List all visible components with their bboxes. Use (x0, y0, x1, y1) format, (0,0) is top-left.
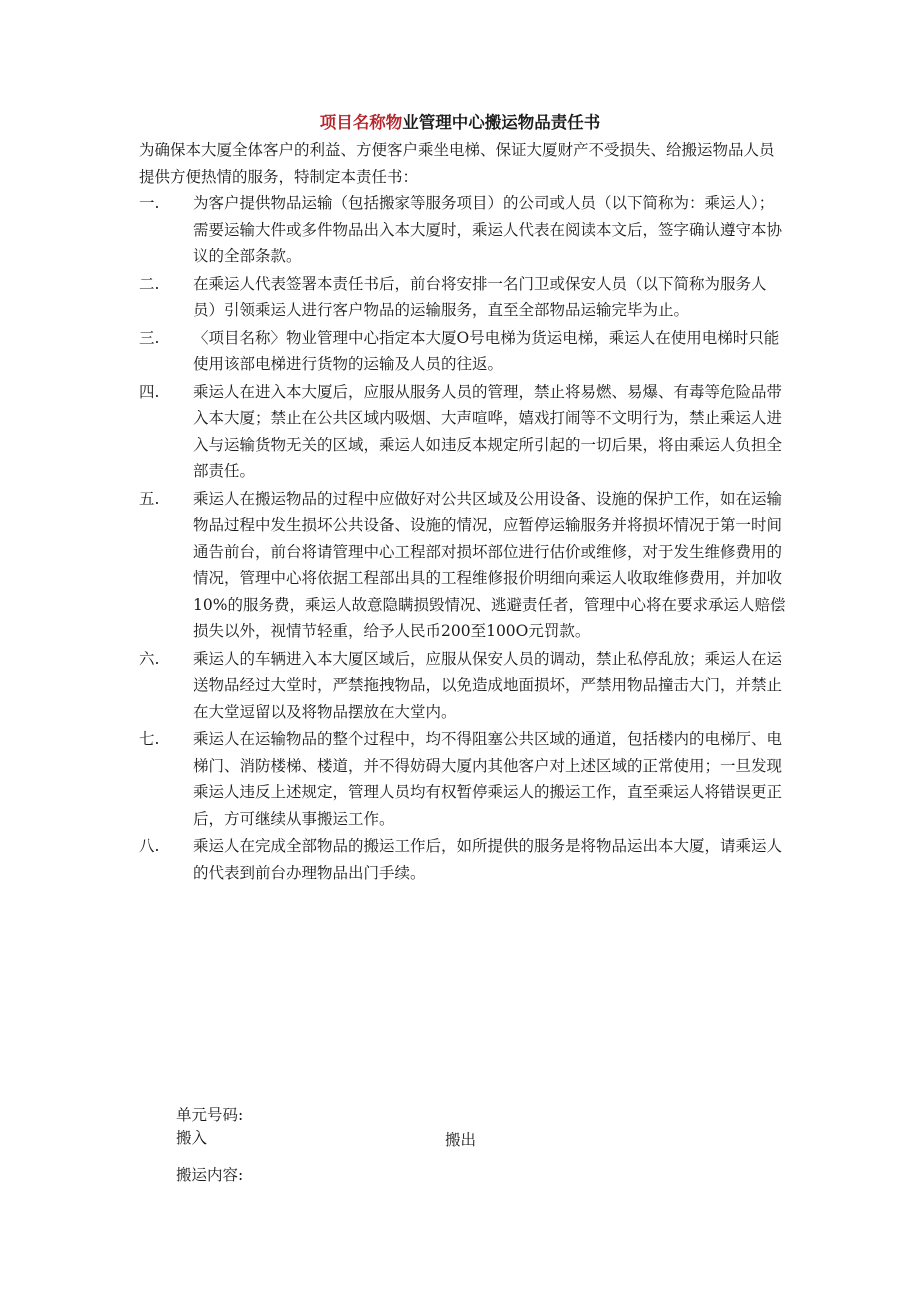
clause-8 (139, 833, 789, 886)
clause-4 (139, 379, 789, 485)
clause-number: 七. (139, 730, 160, 748)
clause-number: 一. (139, 194, 160, 212)
clause-text: 乘运人在完成全部物品的搬运工作后，如所提供的服务是将物品运出本大厦，请乘运人的代表到前台办理物品出门手续。 (193, 837, 783, 882)
clause-text: 乘运人在运输物品的整个过程中，均不得阻塞公共区域的通道，包括楼内的电梯厅、电梯门、消防楼梯、楼道，并不得妨碍大厦内其他客户对上述区域的正常使用；一旦发现乘运人违反上述规定，管理人员均有权暂停乘运人的搬运工作，直至乘运人将错误更正后，方可继续从事搬运工作。 (193, 730, 783, 828)
clause-text: 在乘运人代表签署本责任书后，前台将安排一名门卫或保安人员（以下简称为服务人员）引领乘运人进行客户物品的运输服务，直至全部物品运输完毕为止。 (193, 274, 767, 319)
clause-number: 三. (139, 328, 160, 347)
clause-text: 〈项目名称〉物业管理中心指定本大厦O号电梯为货运电梯，乘运人在使用电梯时只能使用该部电梯进行货物的运输及人员的往返。 (193, 328, 780, 373)
clause-number: 六. (139, 649, 160, 668)
clause-text: 乘运人的车辆进入本大厦区域后，应服从保安人员的调动，禁止私停乱放；乘运人在运送物品经过大堂时，严禁拖拽物品，以免造成地面损坏，严禁用物品撞击大门，并禁止在大堂逗留以及将物品摆放在大堂内。 (193, 649, 783, 721)
title-rest: 业管理中心搬运物品责任书 (402, 113, 601, 132)
clause-7 (139, 726, 789, 832)
clause-text: 乘运人在进入本大厦后，应服从服务人员的管理，禁止将易燃、易爆、有毒等危险品带入本大厦；禁止在公共区域内吸烟、大声喧哗，嬉戏打闹等不文明行为，禁止乘运人进入与运输货物无关的区域，乘运人如违反本规定所引起的一切后果，将由乘运人负担全部责任。 (193, 382, 783, 480)
clause-6 (139, 646, 789, 726)
intro-paragraph: 为确保本大厦全体客户的利益、方便客户乘坐电梯、保证大厦财产不受损失、给搬运物品人员提供方便热情的服务，特制定本责任书： (139, 141, 775, 186)
unit-number-label: 单元号码: (176, 1106, 244, 1124)
clause-3 (139, 325, 789, 378)
clause-text: 乘运人在搬运物品的过程中应做好对公共区域及公用设备、设施的保护工作，如在运输物品过程中发生损坏公共设备、设施的情况，应暂停运输服务并将损坏情况于第一时间通告前台，前台将请管理中心工程部对损坏部位进行估价或维修，对于发生维修费用的情况，管理中心将依据工程部出具的工程维修报价明细向乘运人收取维修费用，并加收10%的服务费，乘运人故意隐瞒损毁情况、逃避责任者，管理中心将在要求承运人赔偿损失以外，视情节轻重，给予人民币200至100O元罚款。 (193, 489, 786, 640)
move-in-label: 搬入 (176, 1129, 208, 1147)
move-content-label: 搬运内容: (176, 1166, 244, 1184)
clause-number: 八. (139, 837, 160, 855)
clause-1 (139, 190, 789, 270)
title-project-name: 项目名称物 (319, 113, 403, 132)
document-title (0, 111, 920, 135)
move-out-label: 搬出 (445, 1131, 477, 1149)
clause-2 (139, 271, 789, 324)
clause-text: 为客户提供物品运输（包括搬家等服务项目）的公司或人员（以下简称为：乘运人）；需要运输大件或多件物品出入本大厦时，乘运人代表在阅读本文后，签字确认遵守本协议的全部条款。 (193, 194, 783, 265)
clause-number: 五. (139, 489, 160, 508)
clause-5 (139, 486, 789, 645)
clause-number: 二. (139, 274, 160, 293)
clause-number: 四. (139, 382, 160, 401)
clause-list (139, 190, 789, 887)
